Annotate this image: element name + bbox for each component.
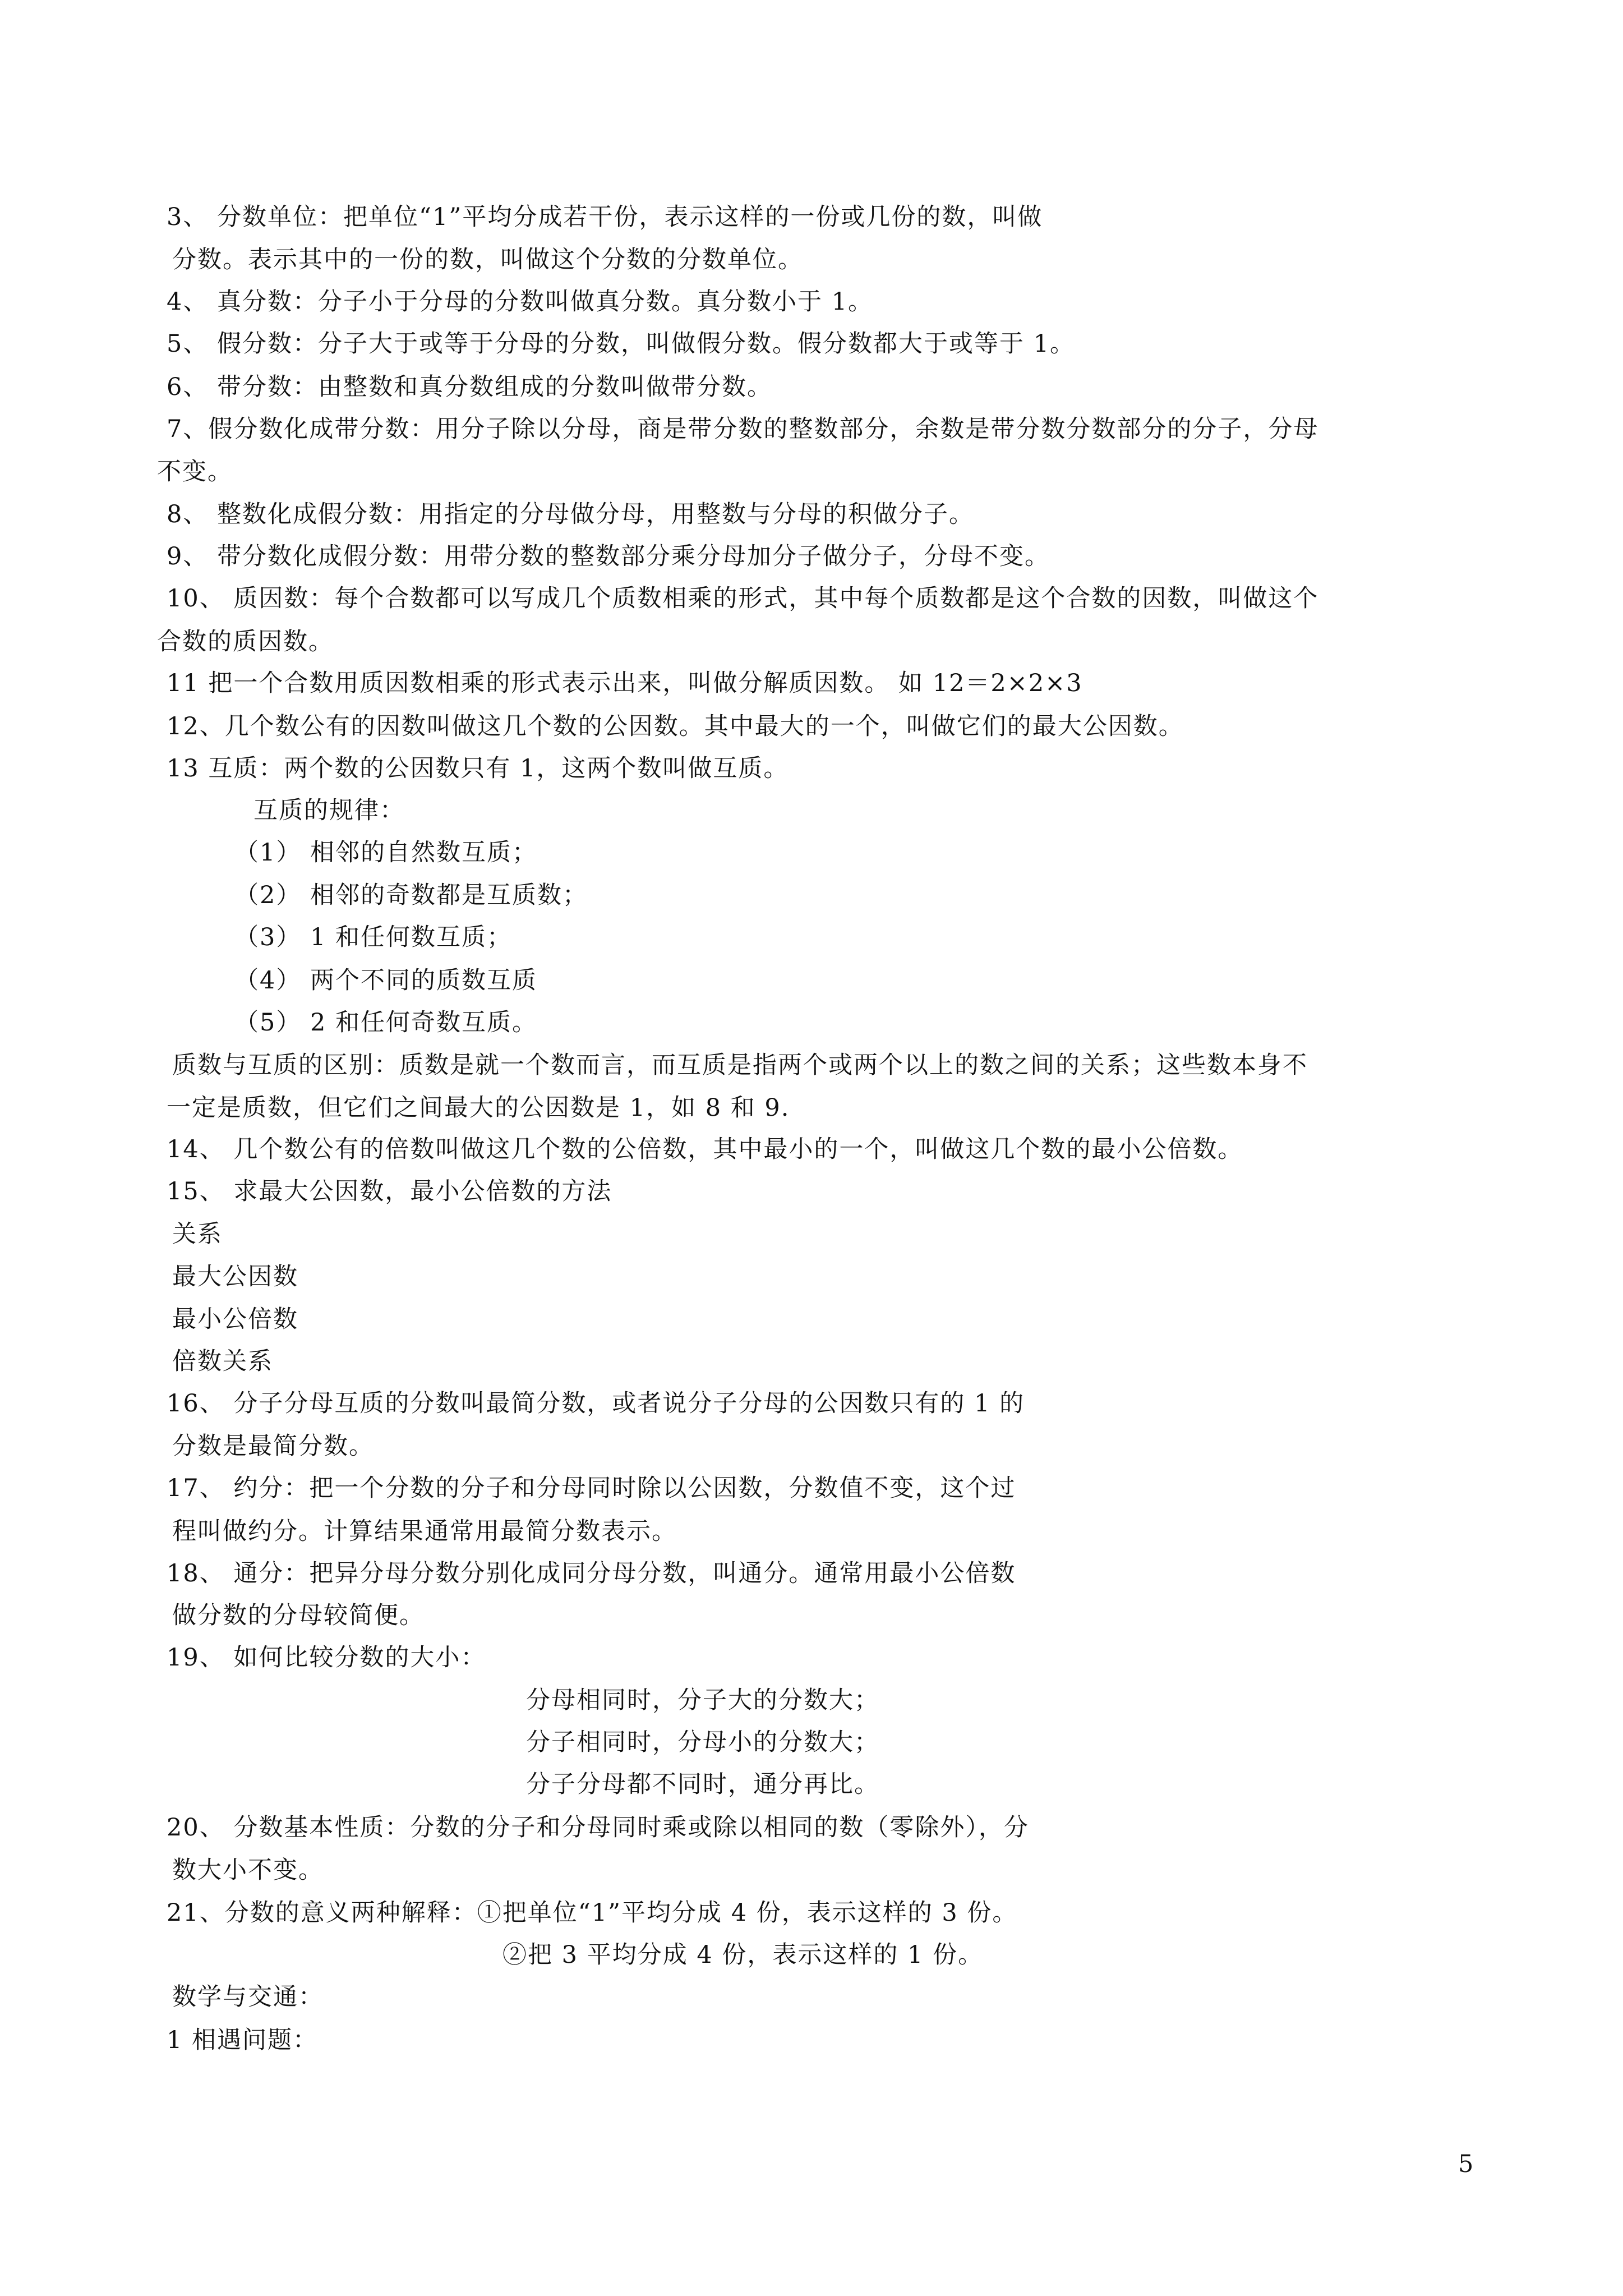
text-line: （2） 相邻的奇数都是互质数； bbox=[234, 881, 588, 909]
text-line: ②把 3 平均分成 4 份，表示这样的 1 份。 bbox=[502, 1941, 984, 1969]
text-line: （3） 1 和任何数互质； bbox=[234, 923, 513, 951]
text-line: 7、假分数化成带分数：用分子除以分母，商是带分数的整数部分，余数是带分数分数部分的分子，分母 bbox=[167, 415, 1319, 443]
text-line: 不变。 bbox=[157, 458, 233, 486]
text-line: 分数是最简分数。 bbox=[172, 1432, 374, 1460]
text-line: 分母相同时，分子大的分数大； bbox=[526, 1686, 879, 1714]
text-line: 6、 带分数：由整数和真分数组成的分数叫做带分数。 bbox=[167, 373, 773, 401]
text-line: 20、 分数基本性质：分数的分子和分母同时乘或除以相同的数（零除外），分 bbox=[167, 1814, 1029, 1842]
text-line: 21、分数的意义两种解释：①把单位“1”平均分成 4 份，表示这样的 3 份。 bbox=[167, 1899, 1018, 1927]
text-line: 质数与互质的区别：质数是就一个数而言，而互质是指两个或两个以上的数之间的关系；这些数本身不 bbox=[172, 1051, 1308, 1079]
text-line: （1） 相邻的自然数互质； bbox=[234, 839, 538, 867]
text-line: 4、 真分数：分子小于分母的分数叫做真分数。真分数小于 1。 bbox=[167, 288, 874, 316]
text-line: 12、几个数公有的因数叫做这几个数的公因数。其中最大的一个，叫做它们的最大公因数。 bbox=[167, 712, 1184, 740]
text-line: 14、 几个数公有的倍数叫做这几个数的公倍数，其中最小的一个，叫做这几个数的最小公倍数。 bbox=[167, 1135, 1243, 1163]
text-line: 数学与交通： bbox=[172, 1983, 324, 2011]
text-line: 分子相同时，分母小的分数大； bbox=[526, 1728, 879, 1756]
text-line: 15、 求最大公因数，最小公倍数的方法 bbox=[167, 1177, 612, 1205]
text-line: 13 互质：两个数的公因数只有 1，这两个数叫做互质。 bbox=[167, 754, 789, 783]
text-line: 互质的规律： bbox=[253, 797, 405, 825]
text-line: 10、 质因数：每个合数都可以写成几个质数相乘的形式，其中每个质数都是这个合数的因数，叫做这个 bbox=[167, 585, 1319, 613]
text-line: 1 相遇问题： bbox=[167, 2026, 319, 2054]
text-line: 最小公倍数 bbox=[172, 1305, 298, 1333]
text-line: 一定是质数，但它们之间最大的公因数是 1，如 8 和 9. bbox=[167, 1094, 790, 1122]
text-line: 做分数的分母较简便。 bbox=[172, 1602, 425, 1630]
text-line: 关系 bbox=[172, 1220, 223, 1248]
text-line: 19、 如何比较分数的大小： bbox=[167, 1644, 486, 1672]
text-line: 分子分母都不同时，通分再比。 bbox=[526, 1770, 879, 1798]
text-line: 18、 通分：把异分母分数分别化成同分母分数，叫通分。通常用最小公倍数 bbox=[167, 1559, 1016, 1588]
text-line: 倍数关系 bbox=[172, 1347, 273, 1375]
text-line: 17、 约分：把一个分数的分子和分母同时除以公因数，分数值不变，这个过 bbox=[167, 1474, 1016, 1502]
text-line: 3、 分数单位：把单位“1”平均分成若干份，表示这样的一份或几份的数，叫做 bbox=[167, 203, 1043, 231]
text-line: 最大公因数 bbox=[172, 1263, 298, 1291]
text-line: 8、 整数化成假分数：用指定的分母做分母，用整数与分母的积做分子。 bbox=[167, 500, 975, 528]
text-line: 数大小不变。 bbox=[172, 1856, 324, 1884]
text-line: （4） 两个不同的质数互质 bbox=[234, 967, 538, 995]
page-number: 5 bbox=[1458, 2150, 1474, 2178]
text-line: 5、 假分数：分子大于或等于分母的分数，叫做假分数。假分数都大于或等于 1。 bbox=[167, 330, 1076, 358]
text-line: 程叫做约分。计算结果通常用最简分数表示。 bbox=[172, 1517, 677, 1545]
text-line: 合数的质因数。 bbox=[157, 628, 334, 656]
text-line: 11 把一个合数用质因数相乘的形式表示出来，叫做分解质因数。 如 12＝2×2×3 bbox=[167, 669, 1083, 697]
text-line: 分数。表示其中的一份的数，叫做这个分数的分数单位。 bbox=[172, 246, 803, 274]
text-line: （5） 2 和任何奇数互质。 bbox=[234, 1009, 538, 1037]
text-line: 9、 带分数化成假分数：用带分数的整数部分乘分母加分子做分子，分母不变。 bbox=[167, 542, 1050, 570]
text-line: 16、 分子分母互质的分数叫最简分数，或者说分子分母的公因数只有的 1 的 bbox=[167, 1389, 1025, 1418]
